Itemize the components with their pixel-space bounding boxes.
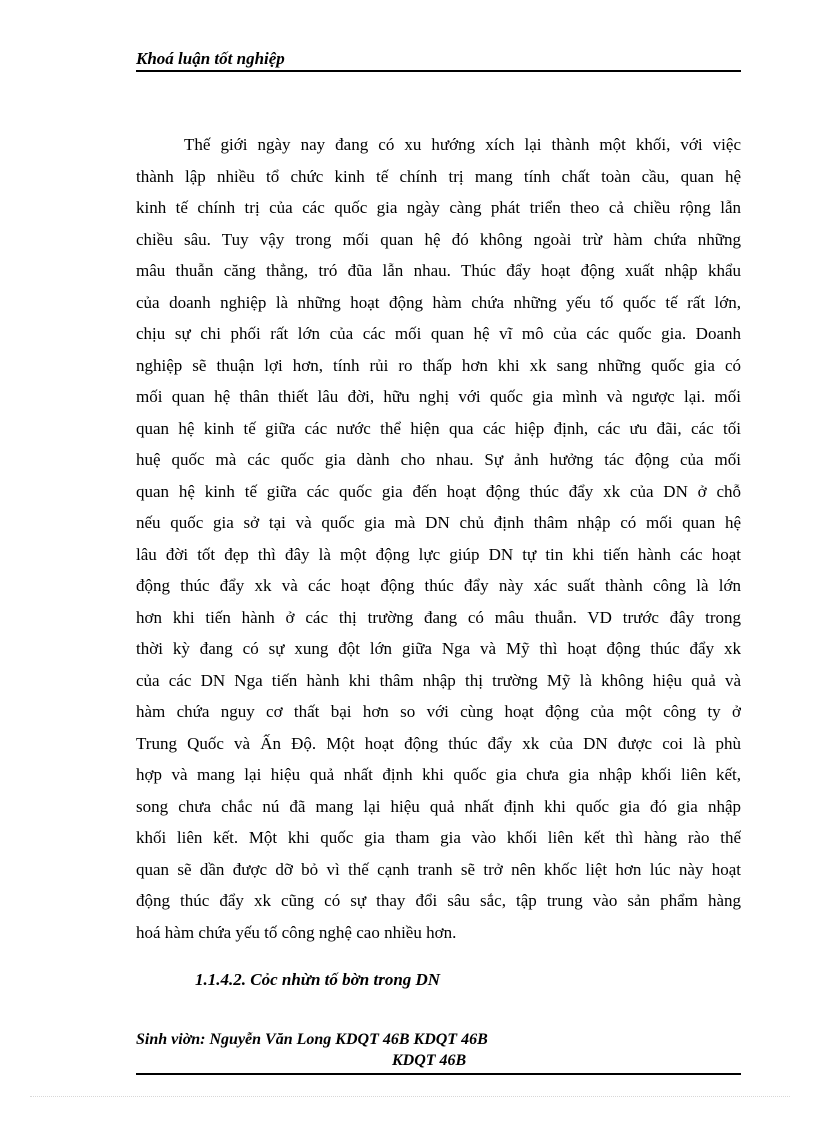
footer-divider <box>136 1073 741 1075</box>
paragraph-line: động thúc đẩy xk và các hoạt động thúc đẩy này xác suất thành công là lớn <box>136 576 741 595</box>
page-edge <box>30 1096 790 1097</box>
paragraph-line: Trung Quốc và Ấn Độ. Một hoạt động thúc đẩy xk của DN được coi là phù <box>136 733 741 753</box>
paragraph-line: quan hệ kinh tế giữa các quốc gia đến hoạt động thúc đẩy xk của DN ở chỗ <box>136 481 741 501</box>
paragraph-line: nếu quốc gia sở tại và quốc gia mà DN chủ định thâm nhập có mối quan hệ <box>136 513 741 532</box>
paragraph-line: khối liên kết. Một khi quốc gia tham gia vào khối liên kết thì hàng rào thế <box>136 828 741 847</box>
paragraph-line: huệ quốc mà các quốc gia dành cho nhau. Sự ảnh hưởng tác động của mối <box>136 450 741 469</box>
paragraph-line: mâu thuẫn căng thẳng, tró đũa lẫn nhau. Thúc đẩy hoạt động xuất nhập khẩu <box>136 261 741 280</box>
paragraph-line: lâu đời tốt đẹp thì đây là một động lực giúp DN tự tin khi tiến hành các hoạt <box>136 544 741 564</box>
paragraph-line: của các DN Nga tiến hành khi thâm nhập thị trường Mỹ là không hiệu quả và <box>136 670 741 690</box>
body-paragraph <box>136 129 741 948</box>
paragraph-line: hàm chứa nguy cơ thất bại hơn so với cùng hoạt động của một công ty ở <box>136 702 741 721</box>
paragraph-line: quan sẽ dần được dỡ bỏ vì thế cạnh tranh sẽ trở nên khốc liệt hơn lúc này hoạt <box>136 859 741 879</box>
paragraph-line: mối quan hệ thân thiết lâu đời, hữu nghị với quốc gia mình và ngược lại. mối <box>136 387 741 406</box>
paragraph-line: chiều sâu. Tuy vậy trong mối quan hệ đó không ngoài trừ hàm chứa những <box>136 229 741 249</box>
section-subheading: 1.1.4.2. Cỏc nhừn tố bờn trong DN <box>195 970 441 989</box>
footer-author: Sinh viờn: Nguyễn Văn Long KDQT 46B KDQT 46B <box>136 1031 488 1048</box>
paragraph-line: động thúc đẩy xk cũng có sự thay đổi sâu sắc, tập trung vào sản phẩm hàng <box>136 891 741 910</box>
paragraph-line: Thế giới ngày nay đang có xu hướng xích lại thành một khối, với việc <box>184 135 741 154</box>
running-header: Khoá luận tốt nghiệp <box>136 49 285 68</box>
paragraph-line: thành lập nhiều tổ chức kinh tế chính trị mang tính chất toàn cầu, quan hệ <box>136 166 741 186</box>
header-divider <box>136 70 741 72</box>
paragraph-line: hợp và mang lại hiệu quả nhất định khi quốc gia chưa gia nhập khối liên kết, <box>136 765 741 784</box>
paragraph-line: quan hệ kinh tế giữa các nước thể hiện qua các hiệp định, các ưu đãi, các tối <box>136 418 741 438</box>
paragraph-line: hơn khi tiến hành ở các thị trường đang có mâu thuẫn. VD trước đây trong <box>136 607 741 627</box>
footer-class: KDQT 46B <box>392 1052 467 1069</box>
paragraph-line: chịu sự chi phối rất lớn của các mối quan hệ vĩ mô của các quốc gia. Doanh <box>136 324 741 343</box>
paragraph-line: của doanh nghiệp là những hoạt động hàm chứa những yếu tố quốc tế rất lớn, <box>136 292 741 312</box>
paragraph-line: thời kỳ đang có sự xung đột lớn giữa Nga và Mỹ thì hoạt động thúc đẩy xk <box>136 639 741 658</box>
paragraph-line: nghiệp sẽ thuận lợi hơn, tính rủi ro thấp hơn khi xk sang những quốc gia có <box>136 355 741 375</box>
paragraph-line: hoá hàm chứa yếu tố công nghệ cao nhiều hơn. <box>136 922 457 942</box>
paragraph-line: song chưa chắc nú đã mang lại hiệu quả nhất định khi quốc gia đó gia nhập <box>136 796 741 816</box>
paragraph-line: kinh tế chính trị của các quốc gia ngày càng phát triển theo cả chiều rộng lẫn <box>136 198 741 217</box>
